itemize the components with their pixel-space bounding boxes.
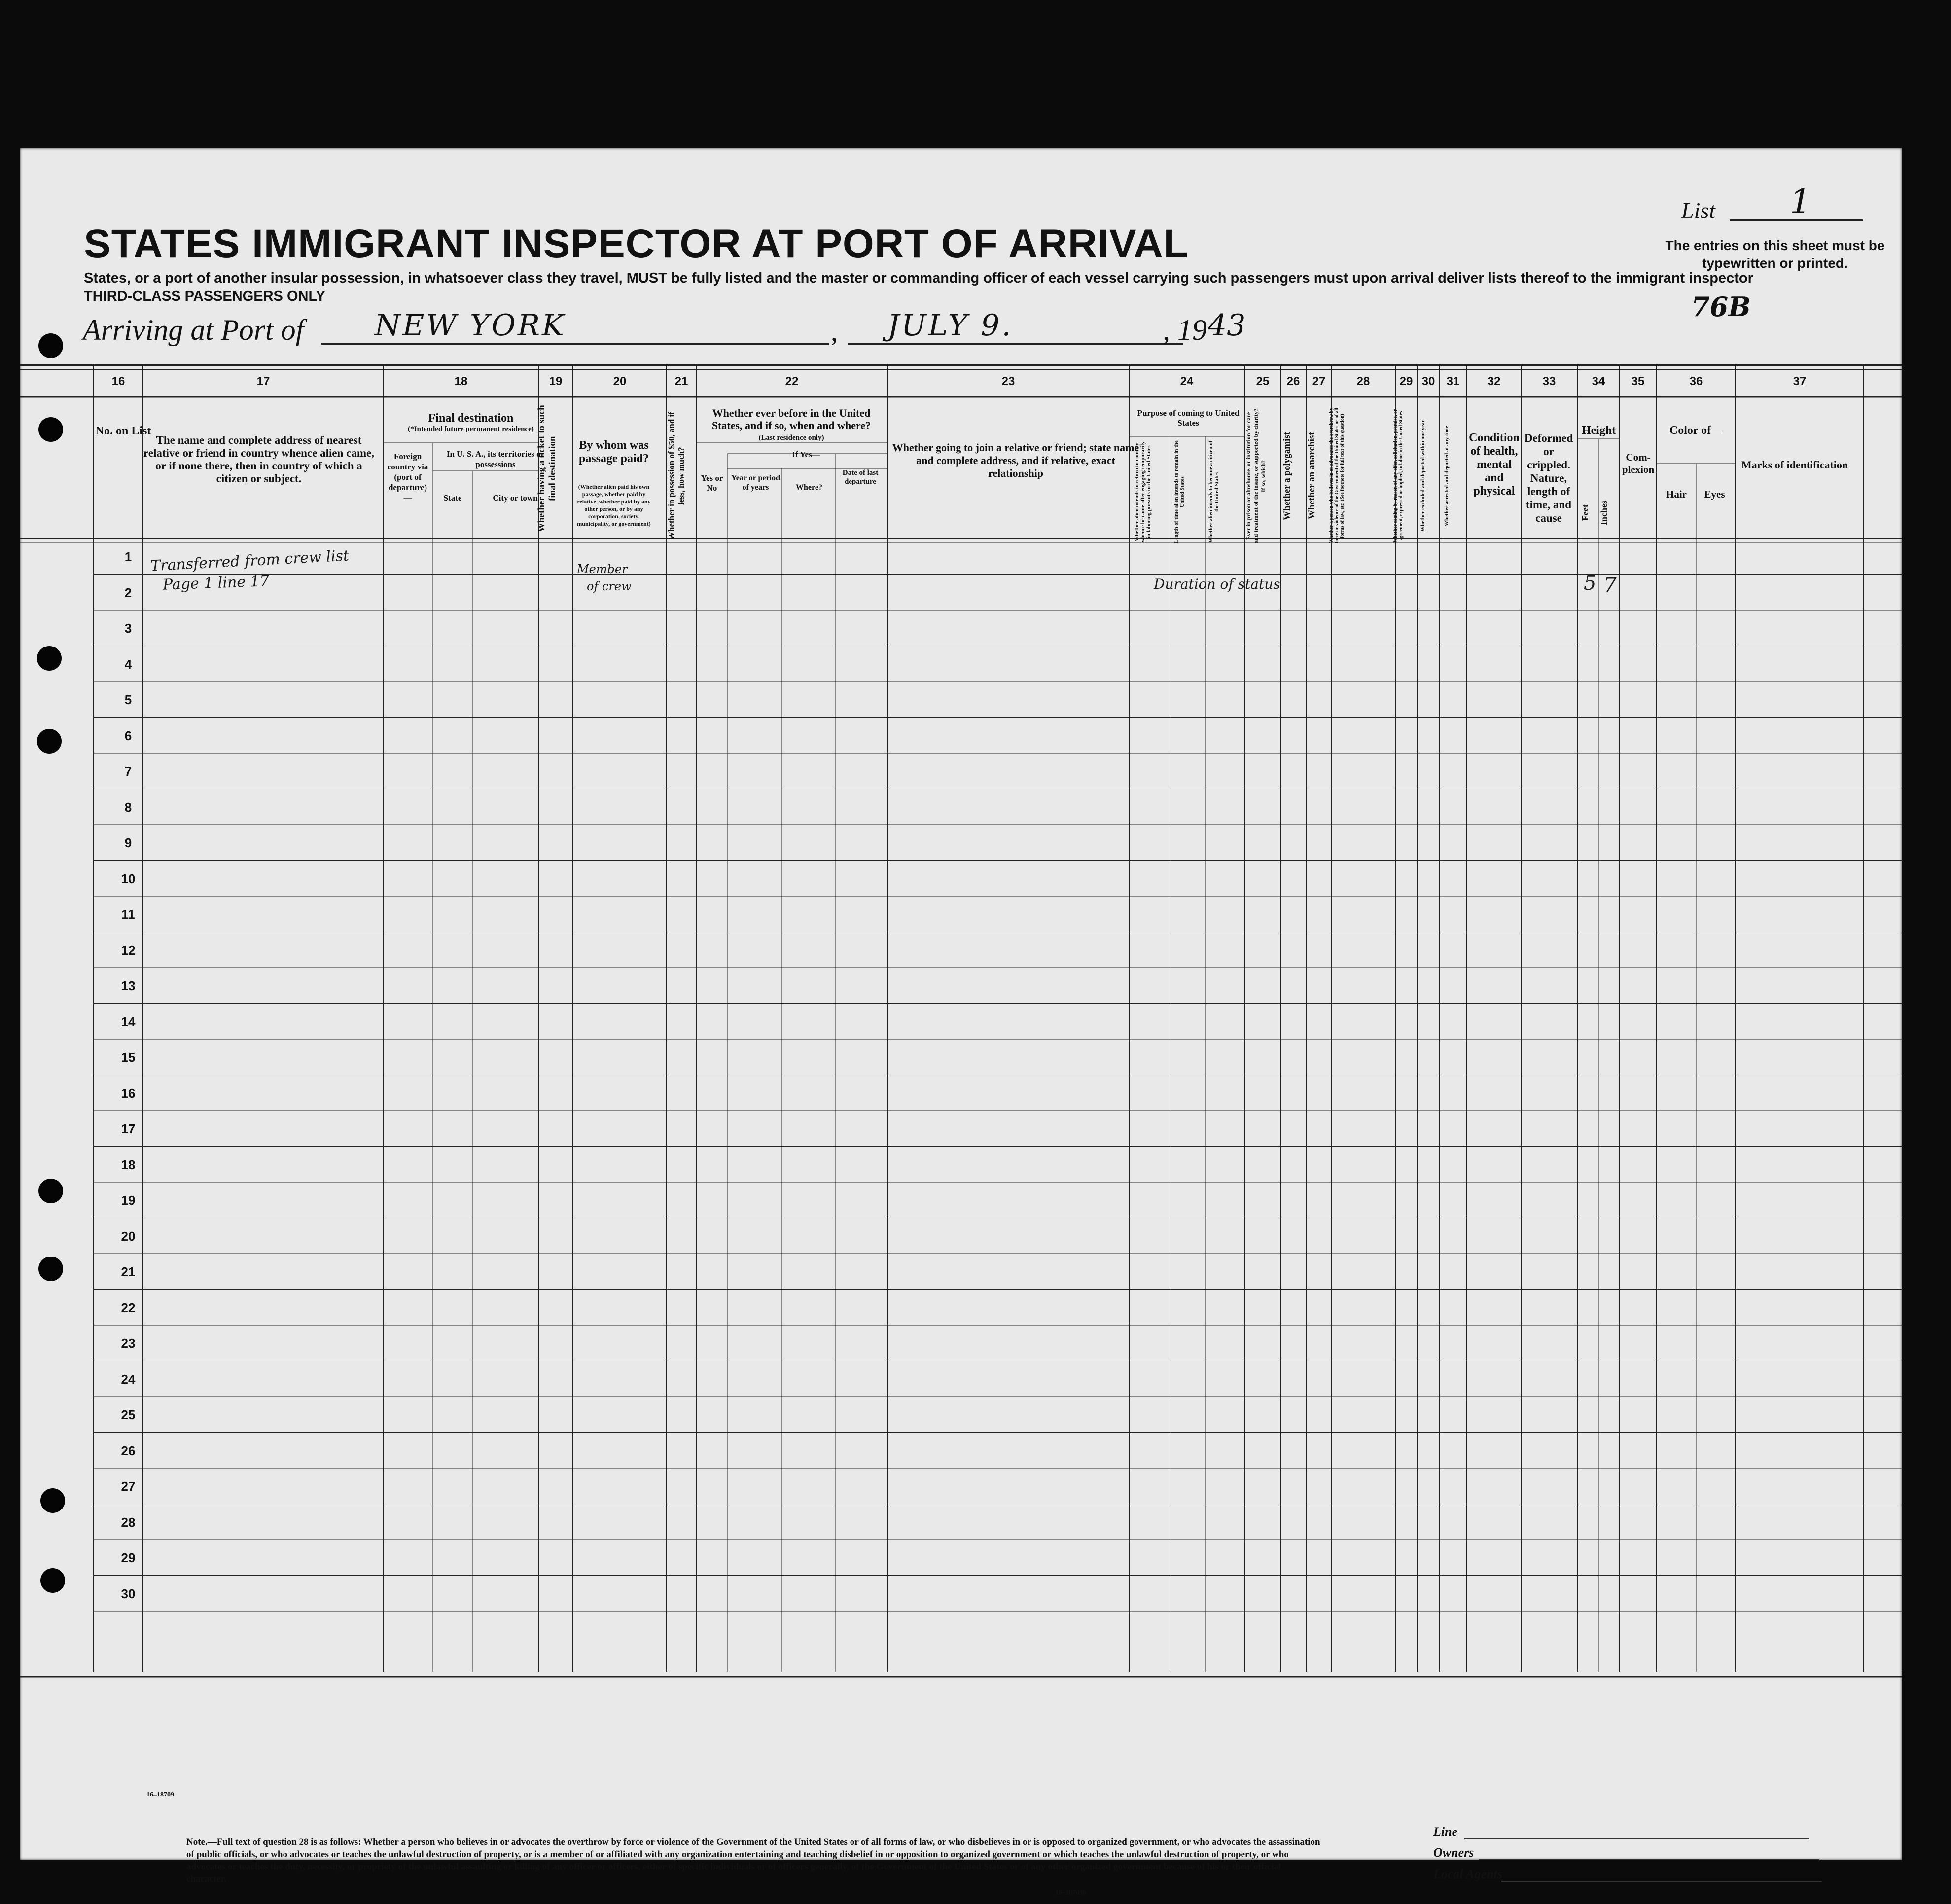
row-number: 9 xyxy=(124,835,132,850)
line-label: Line xyxy=(1433,1825,1458,1839)
header-yes-no: Yes or No xyxy=(701,473,723,493)
header-color-of: Color of— xyxy=(1669,424,1723,437)
row-number: 27 xyxy=(121,1479,136,1494)
row-number: 15 xyxy=(121,1050,136,1065)
column-number: 34 xyxy=(1592,375,1605,388)
column-number: 21 xyxy=(674,375,688,388)
column-number: 20 xyxy=(613,375,627,388)
header-anarchist: Whether an anarchist xyxy=(1307,432,1317,520)
row-number: 8 xyxy=(124,799,132,815)
header-ever-before-sub: (Last residence only) xyxy=(758,434,824,442)
agents-label: Local Agents xyxy=(1433,1867,1502,1881)
form-instructions: States, or a port of another insular possession, in whatsoever class they travel, MUST be fully listed and the master or commanding officer of each vessel carrying such passengers must upon arrival deliver lists thereof to the immigrant inspector xyxy=(84,270,1753,286)
row-number: 14 xyxy=(121,1014,136,1029)
row-number: 17 xyxy=(121,1121,136,1136)
row-number: 4 xyxy=(124,656,132,672)
column-number: 31 xyxy=(1446,375,1460,388)
header-ticket: Whether having a ticket to such final destination xyxy=(536,405,558,532)
class-note: THIRD-CLASS PASSENGERS ONLY xyxy=(84,288,325,304)
header-ever-before: Whether ever before in the United States, and if so, when and where? xyxy=(711,407,871,431)
arriving-label: Arriving at Port of xyxy=(83,314,304,346)
header-arrested: Whether arrested and deported at any time xyxy=(1444,426,1450,526)
row-number: 23 xyxy=(121,1336,136,1351)
manifest-sheet xyxy=(20,148,1902,1896)
row-number: 11 xyxy=(121,907,135,922)
row-number: 20 xyxy=(121,1228,136,1244)
row-number: 7 xyxy=(124,764,132,779)
header-year-period: Year or period of years xyxy=(731,474,780,492)
entry-relative-line1: Transferred from crew list xyxy=(150,547,350,575)
row-number: 1 xyxy=(124,549,132,564)
header-marks: Marks of identification xyxy=(1741,459,1848,471)
header-overthrow: Whether a person who believes in or advocates the overthrow by force or violence of the Government of the United States or of all forms of law, etc. (See footnote for full text of this question) xyxy=(1329,408,1345,544)
row-number: 22 xyxy=(121,1300,136,1315)
sheet-id: 76B xyxy=(1691,291,1751,323)
entry-passage-line2: of crew xyxy=(587,579,632,593)
list-number: 1 xyxy=(1790,182,1811,221)
column-number: 28 xyxy=(1356,375,1370,388)
binder-hole xyxy=(40,1568,65,1593)
column-number: 37 xyxy=(1793,375,1807,388)
manifest-grid xyxy=(20,148,1902,1860)
row-number: 5 xyxy=(124,692,132,707)
header-fifty-dollars: Whether in possession of $50, and if less, how much? xyxy=(667,412,686,540)
column-number: 25 xyxy=(1256,375,1270,388)
header-height: Height xyxy=(1581,424,1616,437)
header-state: State xyxy=(443,493,462,503)
header-complexion: Com-plexion xyxy=(1622,451,1655,475)
header-passage-paid: By whom was passage paid? xyxy=(578,439,649,465)
row-number: 21 xyxy=(121,1264,136,1279)
column-number: 26 xyxy=(1286,375,1300,388)
header-foreign-country: Foreign country via (port of departure)— xyxy=(387,452,428,503)
header-prison: Ever in prison or almshouse, or institution for care and treatment of the insane, or supported by charity? If so, which? xyxy=(1245,408,1267,543)
row-number: 3 xyxy=(124,621,132,636)
header-nearest-relative: The name and complete address of nearest relative or friend in country whence alien came, or if none there, then in country of which a citizen or subject. xyxy=(143,434,374,485)
column-number: 18 xyxy=(454,375,468,388)
header-join-relative: Whether going to join a relative or friend; state name and complete address, and if relative, exact relationship xyxy=(892,441,1139,479)
typed-note: The entries on this sheet must be typewritten or printed. xyxy=(1665,238,1885,271)
header-eyes: Eyes xyxy=(1704,488,1725,500)
entry-relative-line2: Page 1 line 17 xyxy=(162,573,270,594)
year-value: 43 xyxy=(1208,308,1246,343)
column-number: 30 xyxy=(1421,375,1435,388)
header-polygamist: Whether a polygamist xyxy=(1282,431,1292,520)
column-number: 22 xyxy=(785,375,799,388)
port-value: NEW YORK xyxy=(375,308,566,343)
row-number: 29 xyxy=(121,1550,136,1565)
header-no-on-list: No. on List xyxy=(95,425,151,437)
column-number: 36 xyxy=(1689,375,1703,388)
header-date-departure: Date of last departure xyxy=(842,469,879,486)
row-number: 16 xyxy=(121,1085,136,1101)
binder-hole xyxy=(38,1179,63,1203)
header-purpose: Purpose of coming to United States xyxy=(1137,408,1240,428)
form-number: 16–18709 xyxy=(146,1791,174,1798)
row-number: 28 xyxy=(121,1514,136,1530)
column-number: 29 xyxy=(1399,375,1413,388)
binder-hole xyxy=(40,1488,65,1513)
column-number: 33 xyxy=(1542,375,1556,388)
row-number: 25 xyxy=(121,1407,136,1422)
header-city: City or town xyxy=(493,493,538,503)
binder-hole xyxy=(38,333,63,358)
year-prefix: , 19 xyxy=(1163,314,1207,346)
row-number: 6 xyxy=(124,728,132,743)
row-number: 19 xyxy=(121,1193,136,1208)
binder-hole xyxy=(37,646,62,671)
header-if-yes: If Yes— xyxy=(792,450,820,459)
row-number: 26 xyxy=(121,1443,136,1458)
entry-passage-line1: Member xyxy=(577,562,628,576)
list-label: List xyxy=(1681,198,1716,223)
date-value: JULY 9. xyxy=(887,308,1013,343)
header-final-destination-sub: (*Intended future permanent residence) xyxy=(408,425,534,433)
header-in-usa: In U. S. A., its territories or possessions xyxy=(446,449,545,469)
column-number: 32 xyxy=(1487,375,1501,388)
agents-underline xyxy=(1501,1881,1822,1882)
row-number: 10 xyxy=(121,871,136,886)
header-excluded: Whether excluded and deported within one year xyxy=(1420,420,1426,532)
footnote: Note.—Full text of question 28 is as follows: Whether a person who believes in or advocates the overthrow by force or violence of the Government of the United States or of all forms of law, or who disbelieves in or is opposed to organized government, or who advocates the assassination of public officials, or who advocates or teaches the unlawful destruction of property, or is a member of or affiliated with any organization entertaining and teaching disbelief in or opposition to organized government or which teaches the unlawful destruction of property, or who advocates or teaches the duty, necessity, or propriety of the unlawful assaulting or killing of any officer or officers, either of specific individuals or of officers generally, of the Government of the United States or of any other organized government because of his or their official character. xyxy=(186,1837,1320,1884)
column-number: 19 xyxy=(549,375,563,388)
binder-hole xyxy=(37,729,62,754)
header-passage-paid-sub: (Whether alien paid his own passage, whether paid by relative, whether paid by any other person, or by any corporation, society, municipality, or government) xyxy=(577,483,651,527)
row-number: 18 xyxy=(121,1157,136,1172)
header-where: Where? xyxy=(796,483,822,492)
entry-purpose: Duration of status xyxy=(1154,576,1280,592)
row-number: 30 xyxy=(121,1586,136,1601)
header-final-destination: Final destination xyxy=(428,412,514,425)
header-deformed: Deformed or crippled. Nature, length of time, and cause xyxy=(1524,432,1573,524)
entry-feet: 5 xyxy=(1584,572,1596,595)
row-number: 12 xyxy=(121,942,136,958)
header-inches: Inches xyxy=(1599,501,1609,526)
header-hair: Hair xyxy=(1666,488,1687,500)
form-number-b: 16–18709b xyxy=(1055,1889,1087,1896)
column-number: 23 xyxy=(1001,375,1015,388)
header-labor-offer: Whether coming by reason of any offer, solicitation, promise, or agreement, expressed or implied, to labor in the United States xyxy=(1393,409,1404,543)
header-purpose-citizen: Whether alien intends to become a citizen of the United States xyxy=(1208,440,1220,543)
entry-inches: 7 xyxy=(1603,573,1617,597)
column-number: 17 xyxy=(256,375,270,388)
line-underline xyxy=(1464,1838,1809,1839)
column-number: 27 xyxy=(1312,375,1326,388)
row-number: 24 xyxy=(121,1371,136,1387)
owners-label: Owners xyxy=(1433,1845,1474,1860)
binder-hole xyxy=(38,1257,63,1281)
column-number: 24 xyxy=(1180,375,1194,388)
binder-hole xyxy=(38,417,63,442)
header-health: Condition of health, mental and physical xyxy=(1469,431,1520,498)
owners-underline xyxy=(1479,1859,1819,1860)
row-number: 13 xyxy=(121,978,136,993)
header-purpose-length: Length of time alien intends to remain in the United States xyxy=(1173,440,1185,543)
header-purpose-return: Whether alien intends to return to country whence he came after engaging temporarily in laboring pursuits in the United States xyxy=(1134,441,1152,542)
column-number: 16 xyxy=(111,375,125,388)
form-title: STATES IMMIGRANT INSPECTOR AT PORT OF ARRIVAL xyxy=(84,221,1189,266)
column-number: 35 xyxy=(1631,375,1645,388)
comma: , xyxy=(831,315,838,347)
header-feet: Feet xyxy=(1580,504,1590,521)
row-number: 2 xyxy=(124,585,132,600)
